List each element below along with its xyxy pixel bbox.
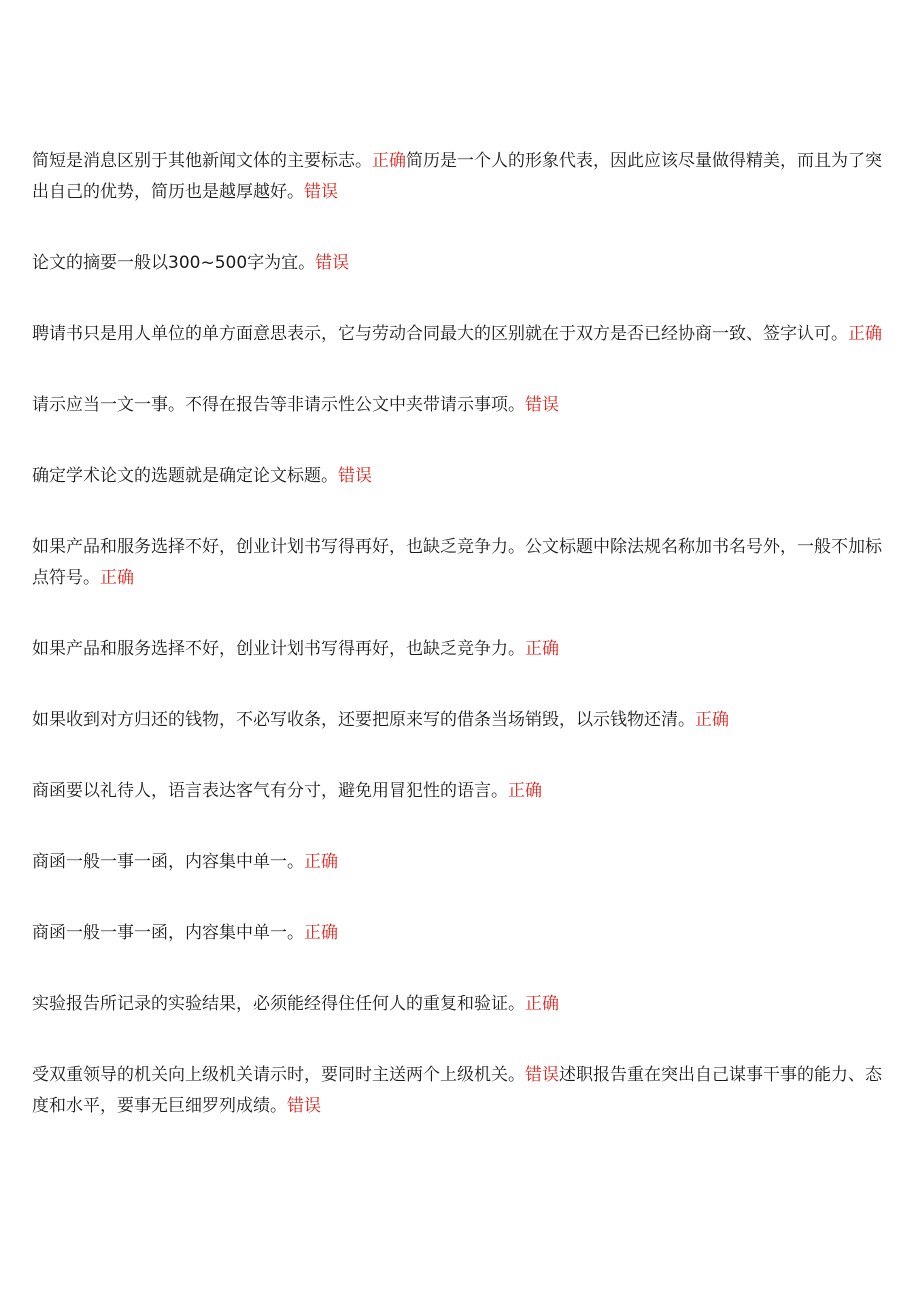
question-text: 请示应当一文一事。不得在报告等非请示性公文中夹带请示事项。 — [32, 395, 525, 415]
list-item — [32, 847, 884, 878]
question-text: 简短是消息区别于其他新闻文体的主要标志。 — [32, 151, 372, 171]
list-item — [32, 319, 884, 350]
question-text: 受双重领导的机关向上级机关请示时，要同时主送两个上级机关。 — [32, 1065, 525, 1085]
answer-label: 正确 — [372, 151, 406, 171]
list-item — [32, 248, 884, 279]
list-item — [32, 705, 884, 736]
list-item — [32, 461, 884, 492]
question-text: 论文的摘要一般以300~500字为宜。 — [32, 253, 316, 273]
answer-label: 正确 — [848, 324, 882, 344]
answer-label: 错误 — [525, 1065, 559, 1085]
question-text: 实验报告所记录的实验结果，必须能经得住任何人的重复和验证。 — [32, 994, 525, 1014]
question-text: 聘请书只是用人单位的单方面意思表示，它与劳动合同最大的区别就在于双方是否已经协商一致、签字认可。 — [32, 324, 848, 344]
list-item — [32, 532, 884, 594]
document-body — [32, 146, 884, 1122]
list-item — [32, 776, 884, 807]
question-text: 简历是一个人的形象代表，因此应该尽量做得精美，而且为了突出自己的优势，简历也是越厚越好。 — [32, 151, 882, 202]
list-item — [32, 146, 884, 208]
answer-label: 正确 — [304, 923, 338, 943]
answer-label: 正确 — [695, 710, 729, 730]
question-text: 商函一般一事一函，内容集中单一。 — [32, 852, 304, 872]
answer-label: 错误 — [338, 466, 372, 486]
question-text: 商函要以礼待人，语言表达客气有分寸，避免用冒犯性的语言。 — [32, 781, 508, 801]
answer-label: 正确 — [525, 994, 559, 1014]
answer-label: 正确 — [525, 639, 559, 659]
list-item — [32, 918, 884, 949]
answer-label: 错误 — [287, 1096, 321, 1116]
answer-label: 错误 — [525, 395, 559, 415]
question-text: 如果产品和服务选择不好，创业计划书写得再好，也缺乏竞争力。公文标题中除法规名称加书名号外，一般不加标点符号。 — [32, 537, 882, 588]
answer-label: 正确 — [100, 568, 134, 588]
list-item — [32, 989, 884, 1020]
answer-label: 正确 — [508, 781, 542, 801]
question-text: 如果产品和服务选择不好，创业计划书写得再好，也缺乏竞争力。 — [32, 639, 525, 659]
question-text: 如果收到对方归还的钱物，不必写收条，还要把原来写的借条当场销毁，以示钱物还清。 — [32, 710, 695, 730]
question-text: 商函一般一事一函，内容集中单一。 — [32, 923, 304, 943]
question-text: 确定学术论文的选题就是确定论文标题。 — [32, 466, 338, 486]
question-text: 述职报告重在突出自己谋事干事的能力、态度和水平，要事无巨细罗列成绩。 — [32, 1065, 882, 1116]
answer-label: 正确 — [304, 852, 338, 872]
answer-label: 错误 — [304, 182, 338, 202]
list-item — [32, 634, 884, 665]
answer-label: 错误 — [315, 253, 350, 273]
list-item — [32, 1060, 884, 1122]
list-item — [32, 390, 884, 421]
